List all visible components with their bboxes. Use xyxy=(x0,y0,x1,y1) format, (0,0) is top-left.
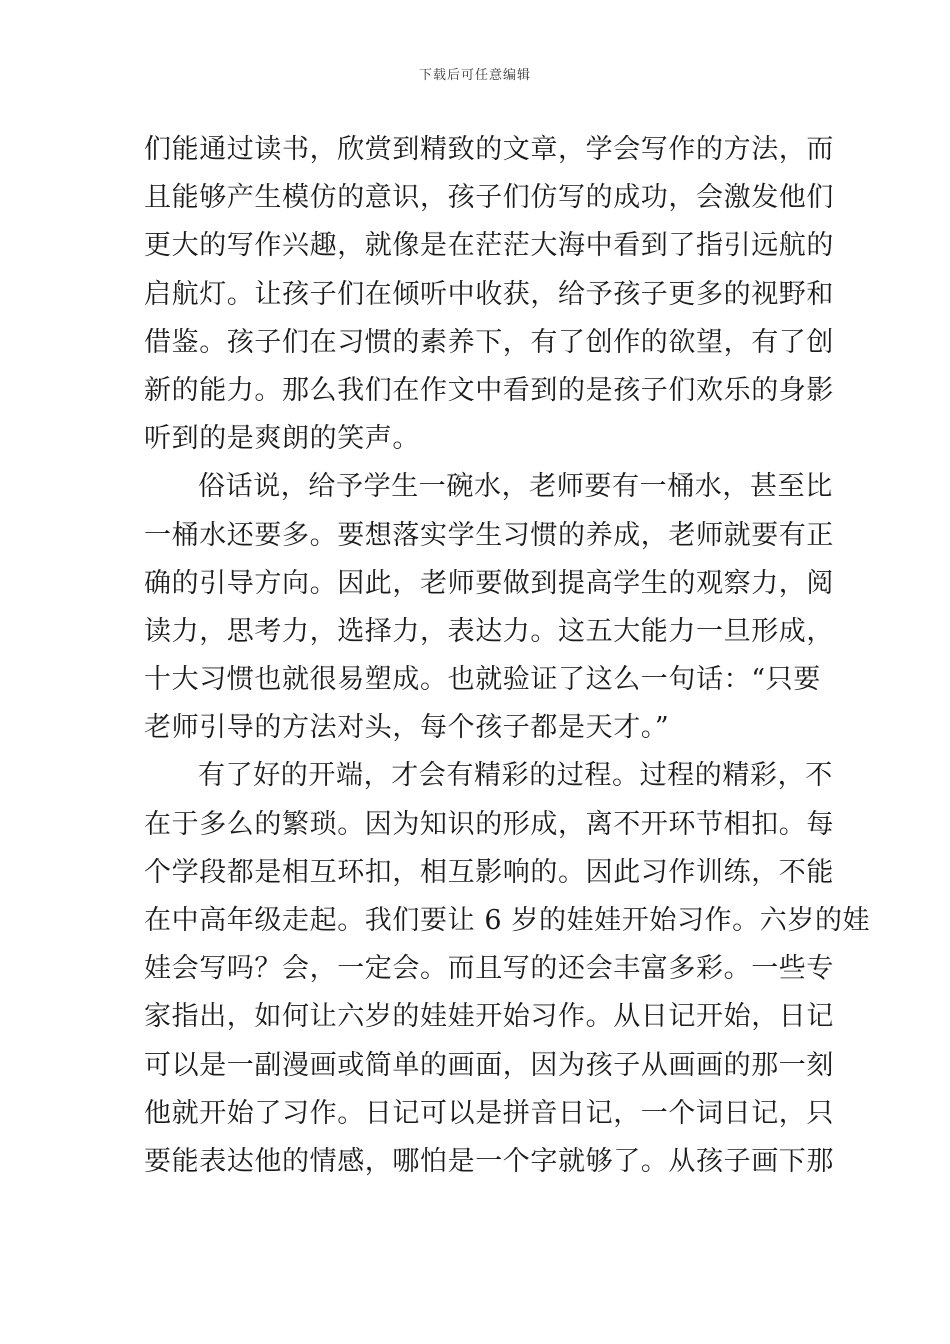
text-line: 家指出，如何让六岁的娃娃开始习作。从日记开始，日记 xyxy=(144,1001,834,1033)
text-line: 个学段都是相互环扣，相互影响的。因此习作训练，不能 xyxy=(144,856,834,888)
text-line: 老师引导的方法对头，每个孩子都是天才。” xyxy=(144,712,670,744)
text-line: 确的引导方向。因此，老师要做到提高学生的观察力，阅 xyxy=(144,567,834,599)
text-line: 们能通过读书，欣赏到精致的文章，学会写作的方法，而 xyxy=(144,134,834,165)
text-line: 在于多么的繁琐。因为知识的形成，离不开环节相扣。每 xyxy=(144,808,834,840)
text-line: 娃会写吗？会，一定会。而且写的还会丰富多彩。一些专 xyxy=(144,953,834,985)
paragraph-3 xyxy=(144,752,871,1186)
text-line: 要能表达他的情感，哪怕是一个字就够了。从孩子画下那 xyxy=(144,1145,834,1177)
text-line: 新的能力。那么我们在作文中看到的是孩子们欢乐的身影 xyxy=(144,374,834,406)
paragraph-2 xyxy=(144,463,834,752)
text-line: 且能够产生模仿的意识，孩子们仿写的成功，会激发他们 xyxy=(144,182,834,214)
text-line: 听到的是爽朗的笑声。 xyxy=(144,423,420,455)
text-line: 可以是一副漫画或简单的画面，因为孩子从画画的那一刻 xyxy=(144,1049,834,1081)
text-line: 他就开始了习作。日记可以是拼音日记，一个词日记，只 xyxy=(144,1097,834,1129)
text-line: 有了好的开端，才会有精彩的过程。过程的精彩，不 xyxy=(198,760,833,792)
text-line: 一桶水还要多。要想落实学生习惯的养成，老师就要有正 xyxy=(144,519,834,551)
page-header: 下载后可任意编辑 xyxy=(418,68,531,83)
text-line: 更大的写作兴趣，就像是在茫茫大海中看到了指引远航的 xyxy=(144,230,834,262)
text-line: 在中高年级走起。我们要让 6 岁的娃娃开始习作。六岁的娃 xyxy=(144,905,871,936)
body-text xyxy=(144,126,871,1186)
paragraph-1 xyxy=(144,126,834,463)
text-line: 读力，思考力，选择力，表达力。这五大能力一旦形成， xyxy=(144,615,834,647)
text-line: 启航灯。让孩子们在倾听中收获，给予孩子更多的视野和 xyxy=(144,278,834,310)
text-line: 借鉴。孩子们在习惯的素养下，有了创作的欲望，有了创 xyxy=(144,326,834,358)
text-line: 十大习惯也就很易塑成。也就验证了这么一句话：“只要 xyxy=(144,664,821,696)
text-line: 俗话说，给予学生一碗水，老师要有一桶水，甚至比 xyxy=(198,471,833,503)
